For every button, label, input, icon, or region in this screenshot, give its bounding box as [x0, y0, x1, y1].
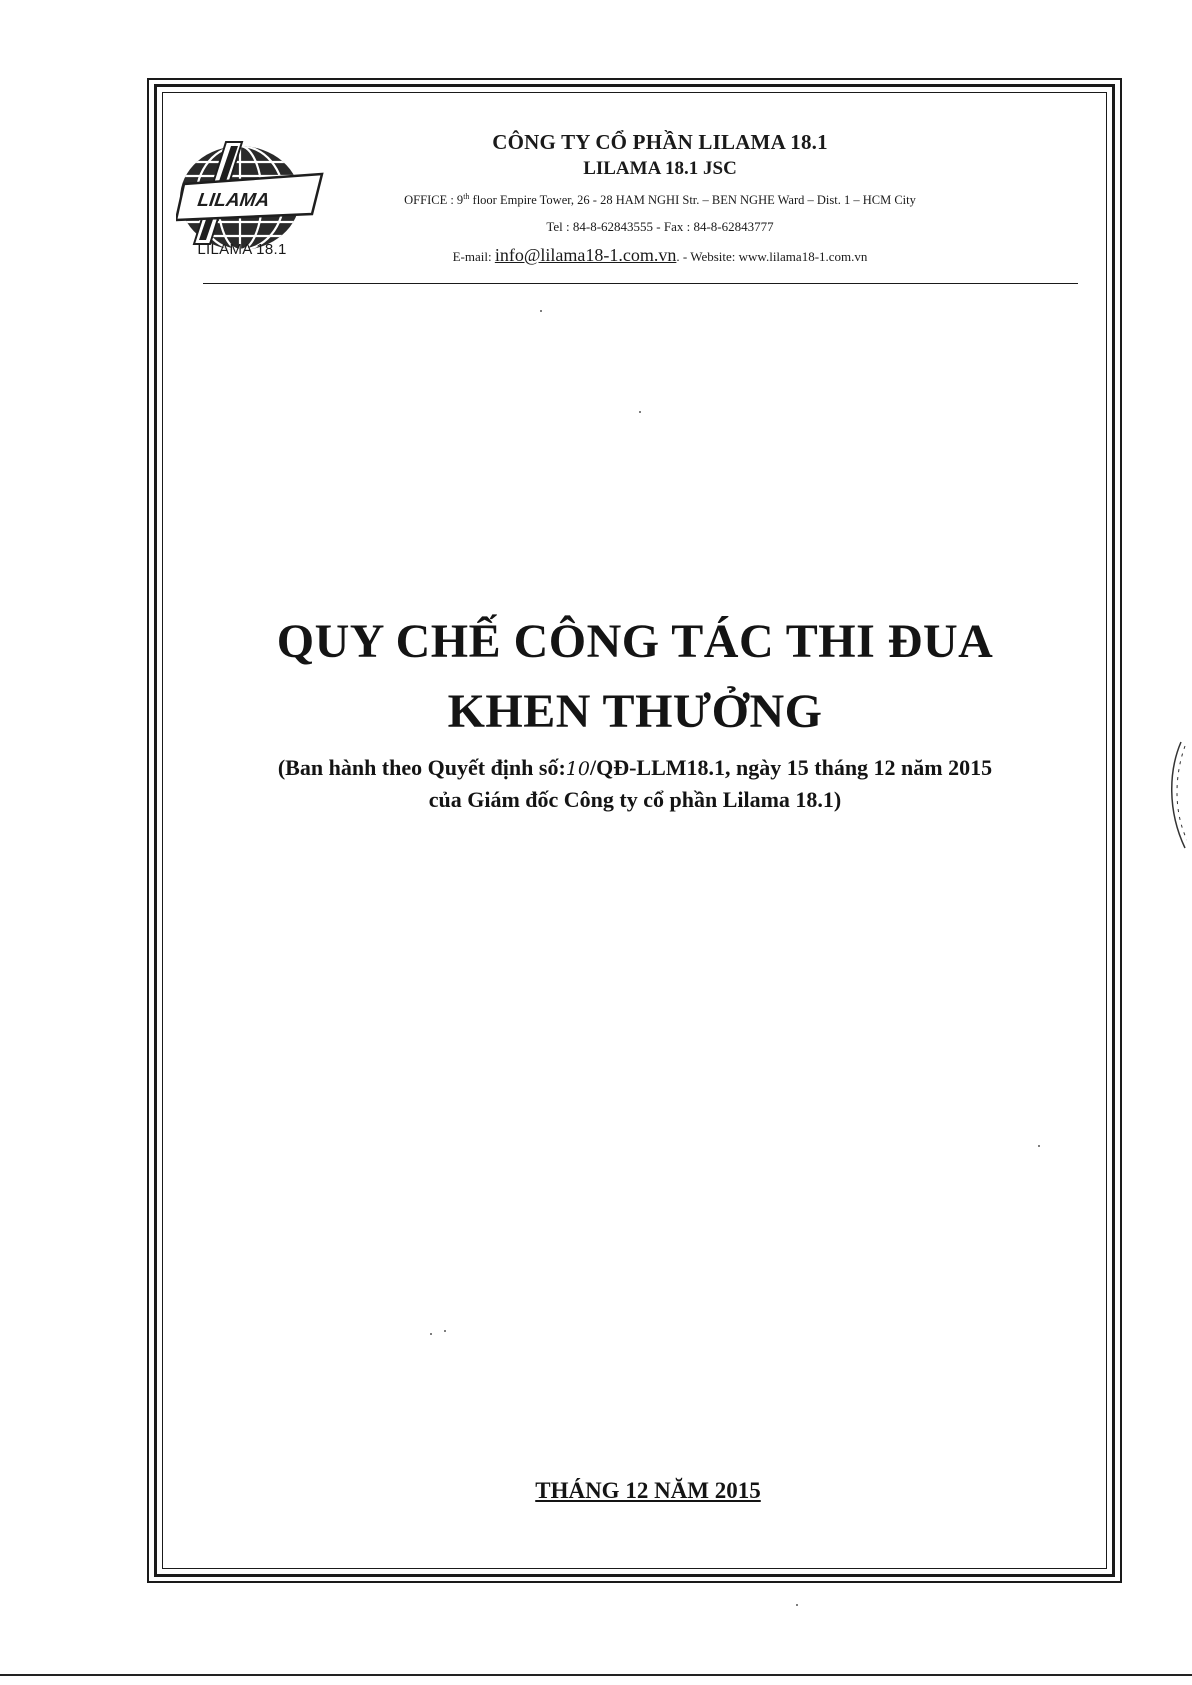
website-text: . - Website: www.lilama18-1.com.vn	[676, 249, 868, 264]
office-ordinal: th	[463, 192, 470, 201]
email-link[interactable]: info@lilama18-1.com.vn	[494, 245, 677, 265]
svg-text:LILAMA: LILAMA	[196, 190, 271, 211]
scan-speck	[444, 1330, 446, 1332]
footer-date: THÁNG 12 NĂM 2015	[535, 1478, 761, 1503]
scan-speck	[639, 411, 641, 413]
header-divider	[203, 283, 1078, 284]
decision-number: 10	[565, 758, 590, 780]
logo-caption: LILAMA 18.1	[197, 241, 287, 258]
scan-speck	[796, 1604, 798, 1606]
contact-phone-fax: Tel : 84-8-62843555 - Fax : 84-8-62843777	[546, 219, 774, 234]
issued-suffix: /QĐ-LLM18.1, ngày 15 tháng 12 năm 2015	[589, 755, 993, 780]
office-address	[330, 192, 990, 208]
company-name-vn: CÔNG TY CỔ PHẦN LILAMA 18.1	[492, 130, 828, 154]
scan-speck	[430, 1333, 432, 1335]
scan-speck	[540, 310, 542, 312]
company-name-en: LILAMA 18.1 JSC	[583, 158, 737, 179]
office-rest: floor Empire Tower, 26 - 28 HAM NGHI Str. – BEN NGHE Ward – Dist. 1 – HCM City	[469, 193, 916, 208]
stamp-edge-mark	[1163, 740, 1187, 850]
issuance-note	[170, 755, 1100, 781]
document-title-line2: KHEN THƯỞNG	[447, 685, 823, 738]
document-title-line1: QUY CHẾ CÔNG TÁC THI ĐUA	[276, 615, 994, 668]
page-border-inner	[162, 92, 1107, 1569]
scan-speck	[1038, 1145, 1040, 1147]
bottom-scan-edge	[0, 1674, 1192, 1676]
issued-by: của Giám đốc Công ty cổ phần Lilama 18.1)	[428, 787, 842, 812]
email-label: E-mail:	[452, 249, 495, 264]
email-website-line	[330, 245, 990, 266]
office-prefix: OFFICE : 9	[404, 193, 464, 208]
issued-prefix: (Ban hành theo Quyết định số:	[277, 755, 566, 780]
